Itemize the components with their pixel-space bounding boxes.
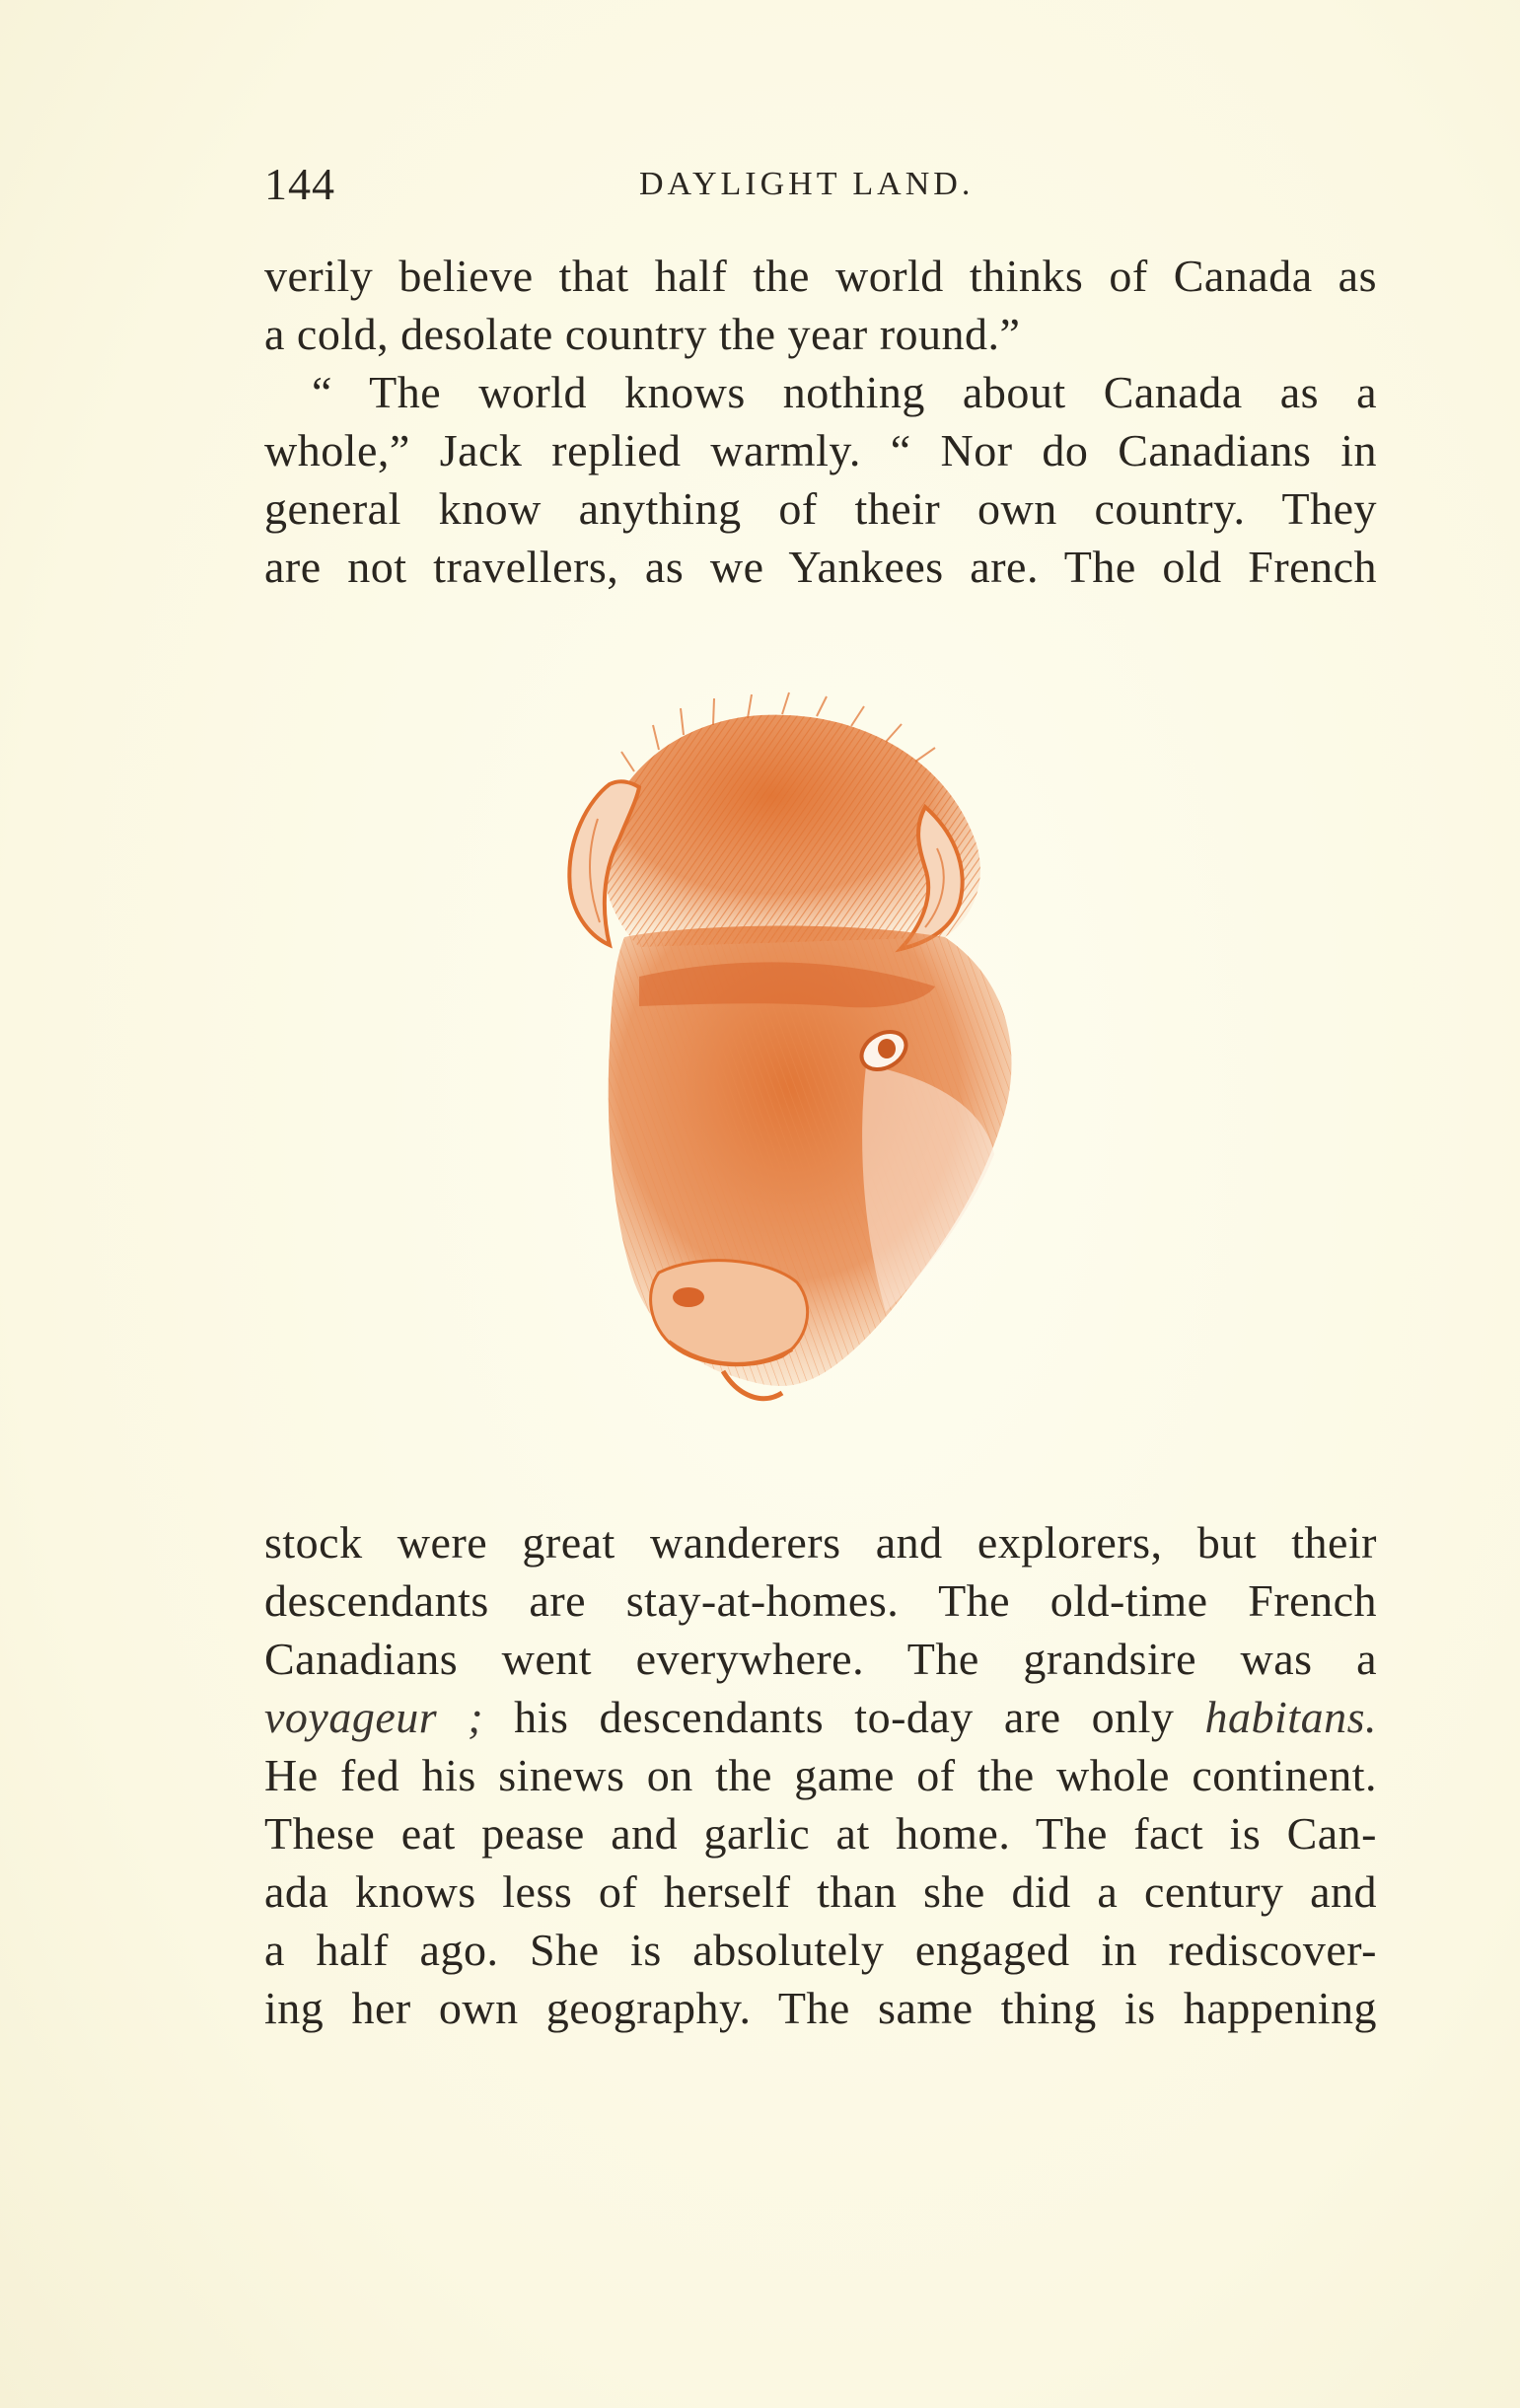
- text-line: ing her own geography. The same thing is happening: [264, 1983, 1377, 2033]
- text-line: ada knows less of herself than she did a century and: [264, 1866, 1377, 1917]
- running-header: [264, 158, 1379, 217]
- text-line: “ The world knows nothing about Canada as a: [312, 367, 1377, 417]
- text-line-mixed: [264, 1688, 1377, 1746]
- text-line: general know anything of their own country. They: [264, 483, 1377, 534]
- text-line: He fed his sinews on the game of the whole continent.: [264, 1750, 1377, 1800]
- text-fragment: his descendants to-day are only: [483, 1692, 1205, 1742]
- italic-word-voyageur: voyageur ;: [264, 1692, 484, 1742]
- text-line: descendants are stay-at-homes. The old-time French: [264, 1575, 1377, 1626]
- text-line: stock were great wanderers and explorers, but their: [264, 1517, 1377, 1568]
- page-number: 144: [264, 159, 335, 209]
- italic-word-habitans: habitans.: [1204, 1692, 1377, 1742]
- running-title: DAYLIGHT LAND.: [639, 166, 975, 202]
- text-line: whole,” Jack replied warmly. “ Nor do Canadians in: [264, 425, 1377, 475]
- text-line: are not travellers, as we Yankees are. The old French: [264, 542, 1377, 592]
- text-block-bottom: [264, 1513, 1377, 2037]
- text-block-top: [264, 247, 1377, 596]
- text-line: a half ago. She is absolutely engaged in rediscover-: [264, 1925, 1377, 1975]
- bison-head-illustration: [511, 691, 1073, 1440]
- text-line: a cold, desolate country the year round.”: [264, 309, 1021, 359]
- text-line: These eat pease and garlic at home. The fact is Can-: [264, 1808, 1377, 1859]
- text-line: Canadians went everywhere. The grandsire was a: [264, 1634, 1377, 1684]
- text-line: verily believe that half the world thinks of Canada as: [264, 251, 1377, 301]
